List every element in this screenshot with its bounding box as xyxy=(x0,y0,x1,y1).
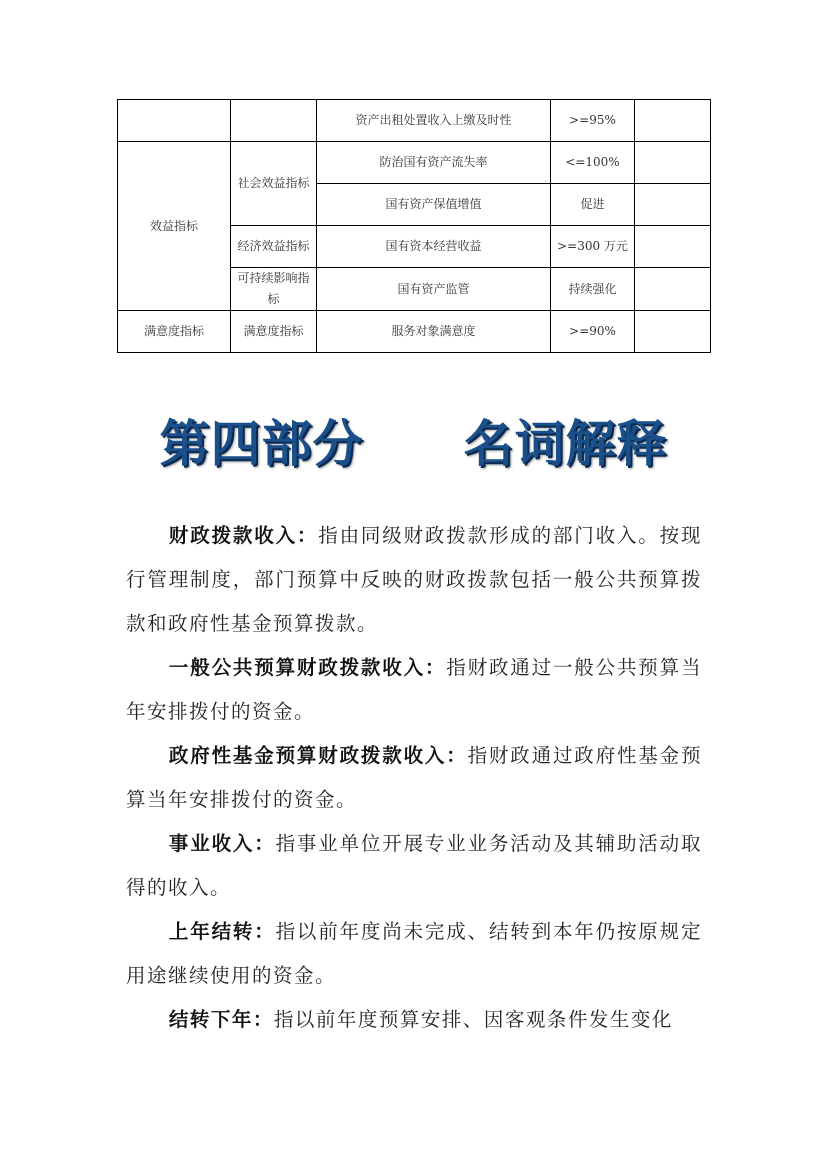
glossary-text: 指财政通过政府性基金预算当年安排拨付的资金。 xyxy=(126,744,702,811)
level2-cell: 经济效益指标 xyxy=(231,226,317,268)
remark-cell xyxy=(635,142,711,184)
glossary-entry xyxy=(126,514,702,646)
level1-cell: 效益指标 xyxy=(118,142,231,311)
table-row xyxy=(118,142,711,184)
table-row xyxy=(118,311,711,353)
section-title: 名词解释 xyxy=(463,415,668,473)
level2-cell: 可持续影响指标 xyxy=(231,268,317,311)
glossary-entry xyxy=(126,646,702,734)
level1-cell xyxy=(118,100,231,142)
remark-cell xyxy=(635,100,711,142)
indicator-cell: 国有资产保值增值 xyxy=(317,184,551,226)
table-row xyxy=(118,100,711,142)
glossary-text: 指以前年度尚未完成、结转到本年仍按原规定用途继续使用的资金。 xyxy=(126,920,702,987)
value-cell: 持续强化 xyxy=(551,268,635,311)
section-heading xyxy=(0,404,827,476)
value-cell: >=300 万元 xyxy=(551,226,635,268)
glossary-text: 指财政通过一般公共预算当年安排拨付的资金。 xyxy=(126,656,702,723)
value-cell: <=100% xyxy=(551,142,635,184)
section-part-label: 第四部分 xyxy=(159,415,364,473)
indicator-cell: 国有资本经营收益 xyxy=(317,226,551,268)
glossary-entry xyxy=(126,734,702,822)
indicator-cell: 服务对象满意度 xyxy=(317,311,551,353)
glossary-entry xyxy=(126,998,702,1042)
remark-cell xyxy=(635,184,711,226)
glossary-text: 指由同级财政拨款形成的部门收入。按现行管理制度，部门预算中反映的财政拨款包括一般公共预算拨款和政府性基金预算拨款。 xyxy=(126,524,702,635)
value-cell: >=95% xyxy=(551,100,635,142)
indicator-cell: 防治国有资产流失率 xyxy=(317,142,551,184)
glossary-term: 上年结转： xyxy=(168,920,276,943)
value-cell: >=90% xyxy=(551,311,635,353)
glossary-entry xyxy=(126,910,702,998)
level2-cell: 满意度指标 xyxy=(231,311,317,353)
glossary-entry xyxy=(126,822,702,910)
remark-cell xyxy=(635,311,711,353)
glossary-term: 结转下年： xyxy=(168,1008,274,1031)
glossary-text: 指事业单位开展专业业务活动及其辅助活动取得的收入。 xyxy=(126,832,702,899)
value-cell: 促进 xyxy=(551,184,635,226)
glossary-term: 财政拨款收入： xyxy=(168,524,319,547)
glossary-term: 一般公共预算财政拨款收入： xyxy=(168,656,447,679)
glossary xyxy=(126,514,702,1042)
glossary-text: 指以前年度预算安排、因客观条件发生变化 xyxy=(273,1008,673,1031)
indicator-cell: 国有资产监管 xyxy=(317,268,551,311)
remark-cell xyxy=(635,268,711,311)
glossary-term: 政府性基金预算财政拨款收入： xyxy=(168,744,468,767)
glossary-term: 事业收入： xyxy=(168,832,276,855)
level2-cell: 社会效益指标 xyxy=(231,142,317,226)
remark-cell xyxy=(635,226,711,268)
level1-cell: 满意度指标 xyxy=(118,311,231,353)
indicator-cell: 资产出租处置收入上缴及时性 xyxy=(317,100,551,142)
level2-cell xyxy=(231,100,317,142)
performance-indicator-table xyxy=(117,99,711,353)
